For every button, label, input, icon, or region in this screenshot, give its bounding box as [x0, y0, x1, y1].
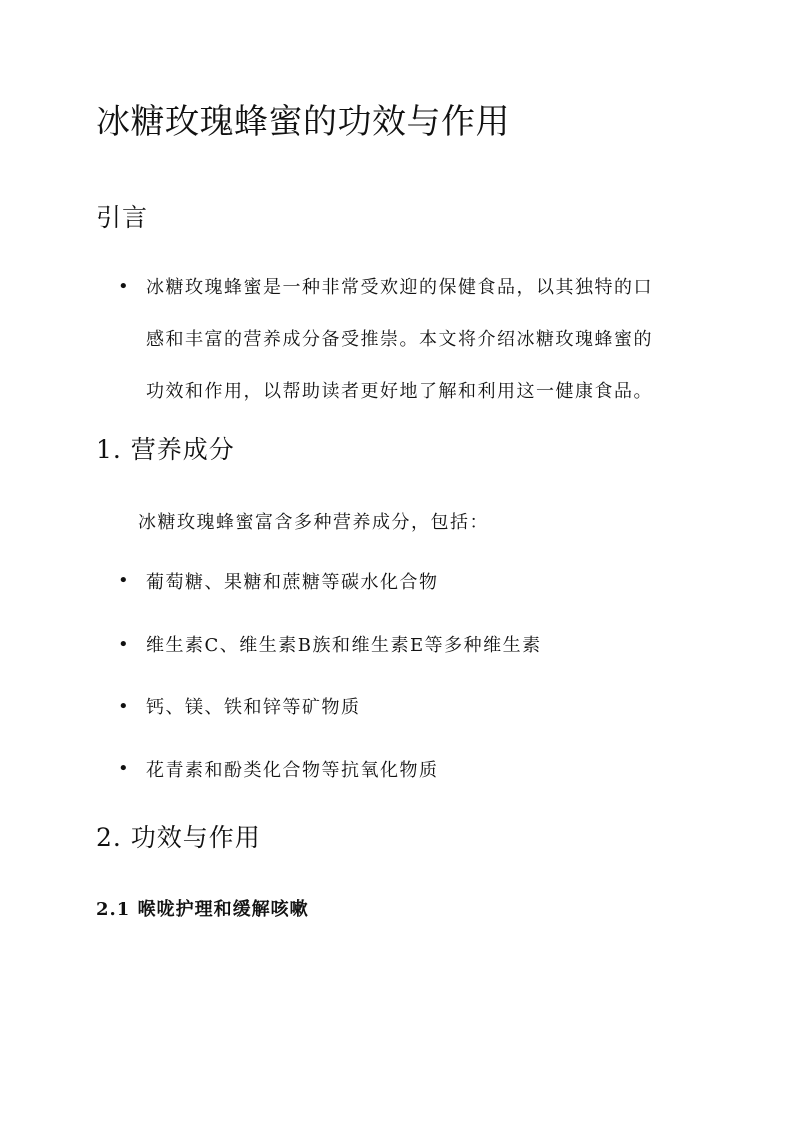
intro-paragraph	[146, 262, 696, 418]
list-item: 钙、镁、铁和锌等矿物质	[146, 697, 361, 718]
section1-heading: 1. 营养成分	[96, 435, 235, 464]
intro-line-1: 冰糖玫瑰蜂蜜是一种非常受欢迎的保健食品，以其独特的口	[146, 277, 653, 298]
bullet-marker: •	[118, 570, 129, 591]
list-item: 葡萄糖、果糖和蔗糖等碳水化合物	[146, 572, 439, 593]
subsection-heading: 2.1 喉咙护理和缓解咳嗽	[96, 899, 309, 920]
bullet-marker: •	[118, 696, 129, 717]
document-title: 冰糖玫瑰蜂蜜的功效与作用	[96, 102, 510, 142]
intro-heading: 引言	[96, 203, 149, 232]
list-item: 花青素和酚类化合物等抗氧化物质	[146, 760, 439, 781]
bullet-marker: •	[118, 634, 129, 655]
bullet-marker: •	[118, 758, 129, 779]
section1-lead: 冰糖玫瑰蜂蜜富含多种营养成分，包括：	[138, 512, 489, 533]
bullet-marker: •	[118, 276, 129, 297]
intro-line-2: 感和丰富的营养成分备受推崇。本文将介绍冰糖玫瑰蜂蜜的	[146, 329, 653, 350]
intro-line-3: 功效和作用，以帮助读者更好地了解和利用这一健康食品。	[146, 381, 653, 402]
section2-heading: 2. 功效与作用	[96, 823, 261, 852]
list-item: 维生素C、维生素B族和维生素E等多种维生素	[146, 635, 542, 656]
